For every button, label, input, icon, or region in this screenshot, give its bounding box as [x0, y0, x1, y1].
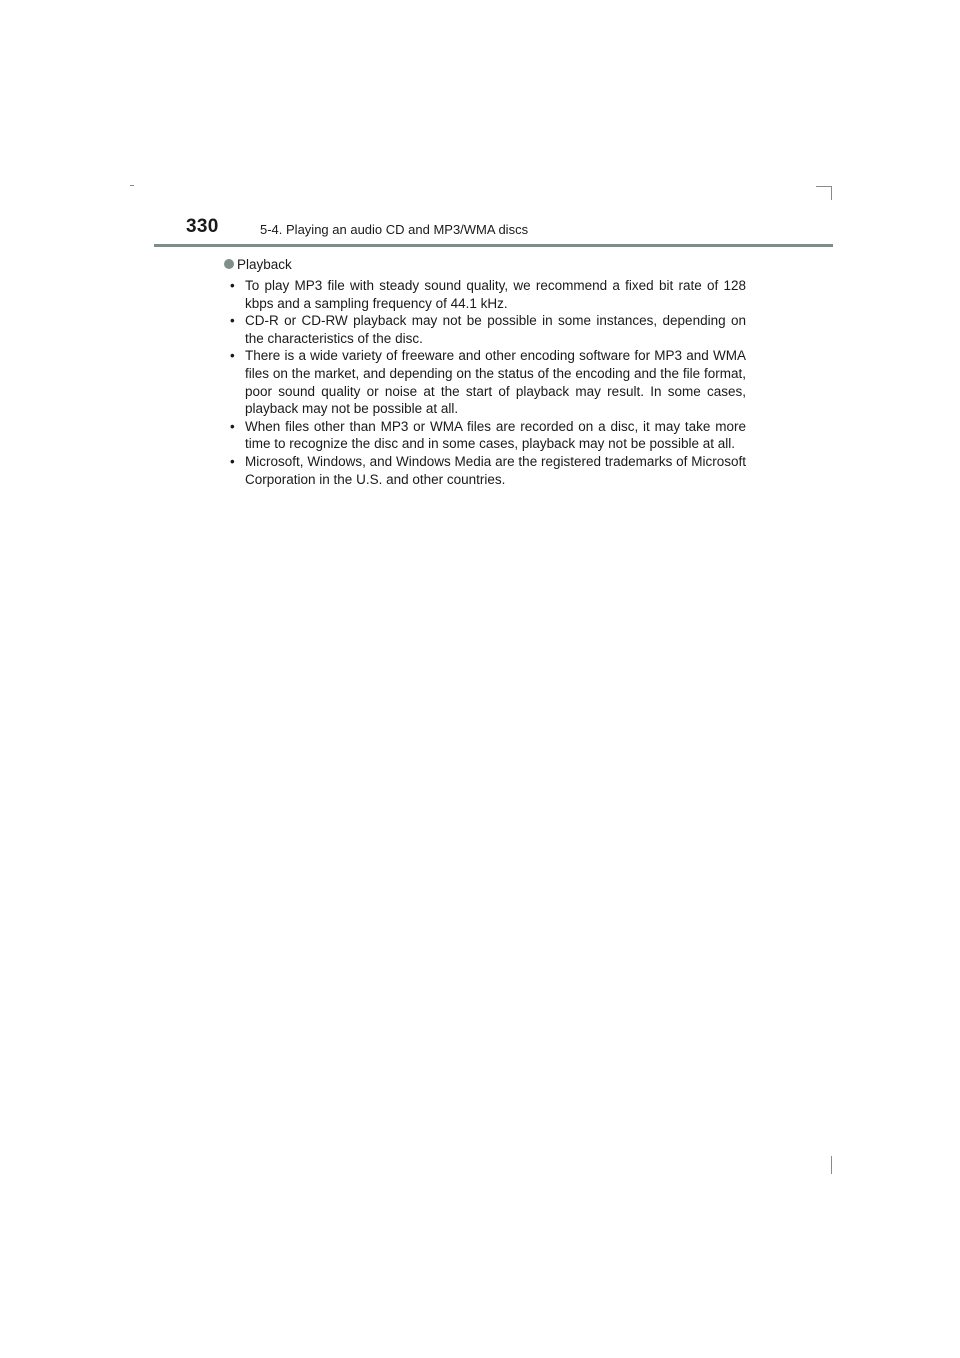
page-content: [224, 255, 746, 488]
topic-title: Playback: [237, 256, 292, 272]
circle-bullet-icon: [224, 259, 234, 269]
crop-mark-top-right-horizontal: [816, 186, 832, 187]
list-item: [224, 418, 746, 453]
list-item-text: To play MP3 file with steady sound quality, we recommend a fixed bit rate of 128 kbps and a sampling frequency of 44.1 kHz.: [245, 278, 746, 311]
page-header: [186, 214, 834, 244]
crop-mark-bottom-right: [831, 1156, 832, 1174]
bullet-marker: •: [230, 453, 235, 469]
list-item-text: There is a wide variety of freeware and other encoding software for MP3 and WMA files on the market, and depending on the status of the encoding and the file format, poor sound quality or noise at the start of playback may result. In some cases, playback may not be possible at all.: [245, 348, 746, 417]
topic-heading: [224, 255, 746, 273]
bullet-marker: •: [230, 418, 235, 434]
crop-mark-top-right-vertical: [831, 186, 832, 200]
list-item-text: When files other than MP3 or WMA files are recorded on a disc, it may take more time to recognize the disc and in some cases, playback may not be possible at all.: [245, 418, 746, 452]
page-number: 330: [186, 216, 219, 237]
crop-mark-top-left: [130, 185, 134, 186]
section-title: 5-4. Playing an audio CD and MP3/WMA discs: [260, 222, 529, 237]
list-item-text: Microsoft, Windows, and Windows Media are the registered trademarks of Microsoft Corporation in the U.S. and other countries.: [245, 453, 746, 487]
list-item: [224, 312, 746, 347]
list-item: [224, 347, 746, 417]
list-item: [224, 453, 746, 488]
header-rule: [154, 244, 833, 247]
list-item: [224, 277, 746, 312]
bullet-list: [224, 277, 746, 488]
bullet-marker: •: [230, 278, 235, 293]
bullet-marker: •: [230, 348, 235, 364]
list-item-text: CD-R or CD-RW playback may not be possible in some instances, depending on the characteristics of the disc.: [245, 313, 746, 346]
bullet-marker: •: [230, 313, 235, 329]
